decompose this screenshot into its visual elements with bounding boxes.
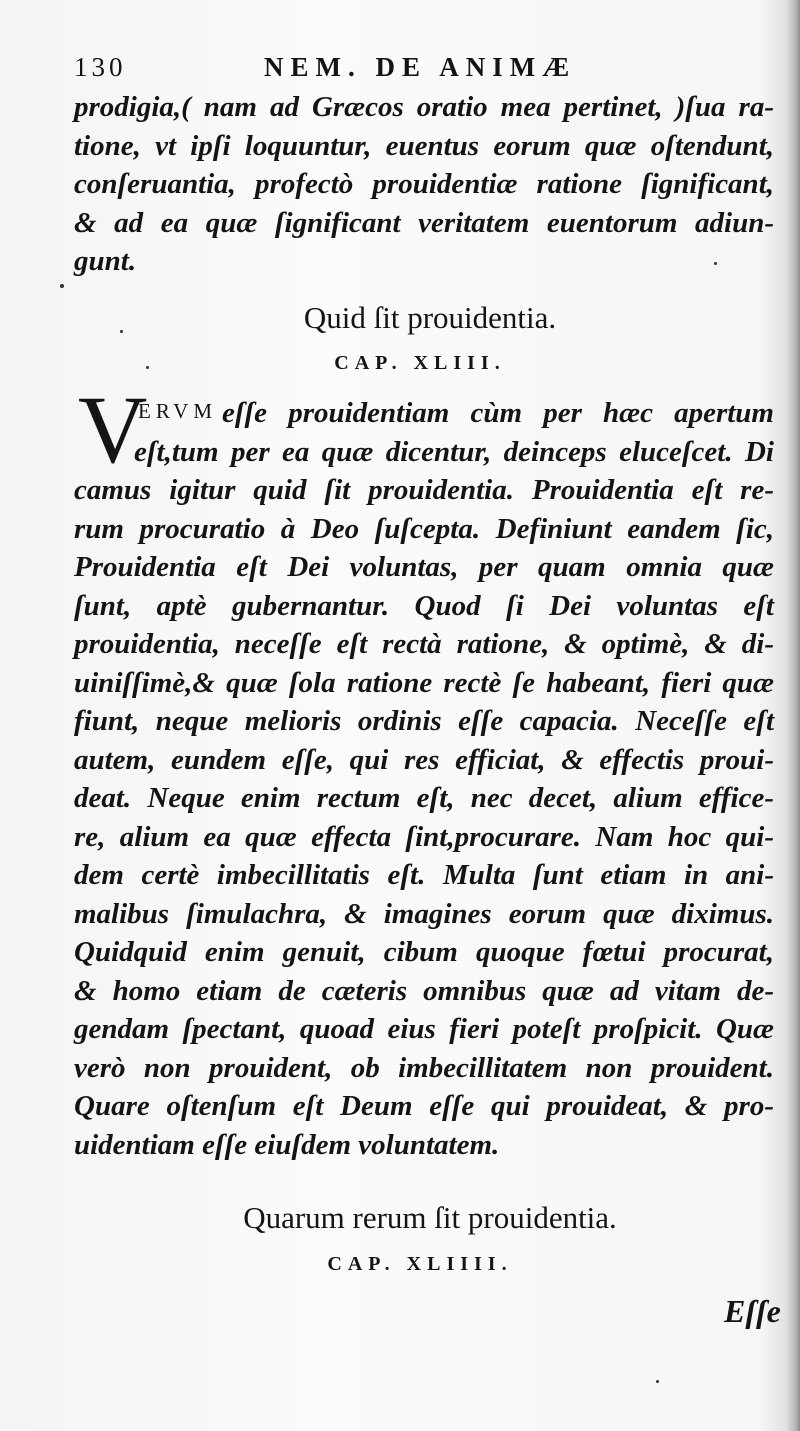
page-number: 130: [74, 52, 127, 82]
drop-capital: V: [78, 376, 148, 483]
text-line: Quidquid enim genuit, cibum quoque fœtui procurat,: [74, 936, 774, 968]
text-line: & ad ea quæ ſignificant veritatem euentorum adiun-: [74, 206, 774, 239]
text-line: Prouidentia eſt Dei voluntas, per quam omnia quæ: [74, 551, 774, 583]
text-line: & homo etiam de cæteris omnibus quæ ad vitam de-: [74, 974, 774, 1007]
ink-speck: [714, 262, 717, 265]
text-line: malibus ſimulachra, & imagines eorum quæ diximus.: [74, 897, 774, 930]
text-line: prouidentia, neceſſe eſt rectà ratione, & optimè, & di-: [74, 628, 774, 660]
ink-speck: [60, 284, 64, 288]
text-line: prodigia,( nam ad Græcos oratio mea pertinet, )ſua ra-: [74, 91, 774, 123]
chapter-number: CAP. XLIIII.: [327, 1253, 513, 1275]
section-heading: Quid ſit prouidentia.: [303, 300, 557, 335]
text-line: Quare oſtenſum eſt Deum eſſe qui prouideat, & pro-: [74, 1090, 774, 1122]
passage-continuation: [74, 88, 774, 281]
text-line: uidentiam eſſe eiuſdem voluntatem.: [74, 1128, 500, 1161]
catchword: Eſſe: [724, 1293, 781, 1329]
text-line: camus igitur quid ſit prouidentia. Prouidentia eſt re-: [74, 474, 774, 506]
ink-speck: [656, 1380, 659, 1383]
section-heading: Quarum rerum ſit prouidentia.: [243, 1200, 617, 1235]
text-line: deat. Neque enim rectum eſt, nec decet, alium effice-: [74, 782, 774, 814]
ink-speck: [120, 330, 123, 333]
page-edge-shadow: [786, 0, 800, 1431]
chapter-body: [74, 394, 774, 1164]
text-line: re, alium ea quæ effecta ſint,procurare. Nam hoc qui-: [74, 820, 774, 853]
chapter-number: CAP. XLIII.: [334, 352, 506, 374]
text-line: uiniſſimè,& quæ ſola ratione rectè ſe habeant, fieri quæ: [74, 666, 774, 699]
text-line: gendam ſpectant, quoad eius fieri poteſt proſpicit. Quæ: [74, 1013, 774, 1045]
text-line: rum procuratio à Deo ſuſcepta. Definiunt eandem ſic,: [74, 512, 774, 545]
text-line: dem certè imbecillitatis eſt. Multa ſunt etiam in ani-: [74, 859, 774, 891]
text-line: autem, eundem eſſe, qui res efficiat, & effectis proui-: [74, 743, 774, 776]
running-head: [74, 52, 754, 92]
text-line: eſt,tum per ea quæ dicentur, deinceps eluceſcet. Di: [134, 435, 774, 468]
ink-speck: [146, 366, 149, 369]
text-line: conſeruantia, profectò prouidentiæ ratione ſignificant,: [74, 168, 774, 200]
running-title: NEM. DE ANIMÆ: [264, 52, 577, 82]
opening-small-caps: ERVM: [138, 399, 217, 423]
text-line: eſſe prouidentiam cùm per hæc apertum: [222, 397, 774, 429]
text-line: ſunt, aptè gubernantur. Quod ſi Dei voluntas eſt: [74, 589, 774, 622]
text-line: tione, vt ipſi loquuntur, euentus eorum quæ oſtendunt,: [74, 129, 774, 162]
text-line: gunt.: [74, 245, 137, 277]
text-line: fiunt, neque melioris ordinis eſſe capacia. Neceſſe eſt: [74, 705, 774, 737]
text-line: verò non prouident, ob imbecillitatem non prouident.: [74, 1051, 774, 1084]
